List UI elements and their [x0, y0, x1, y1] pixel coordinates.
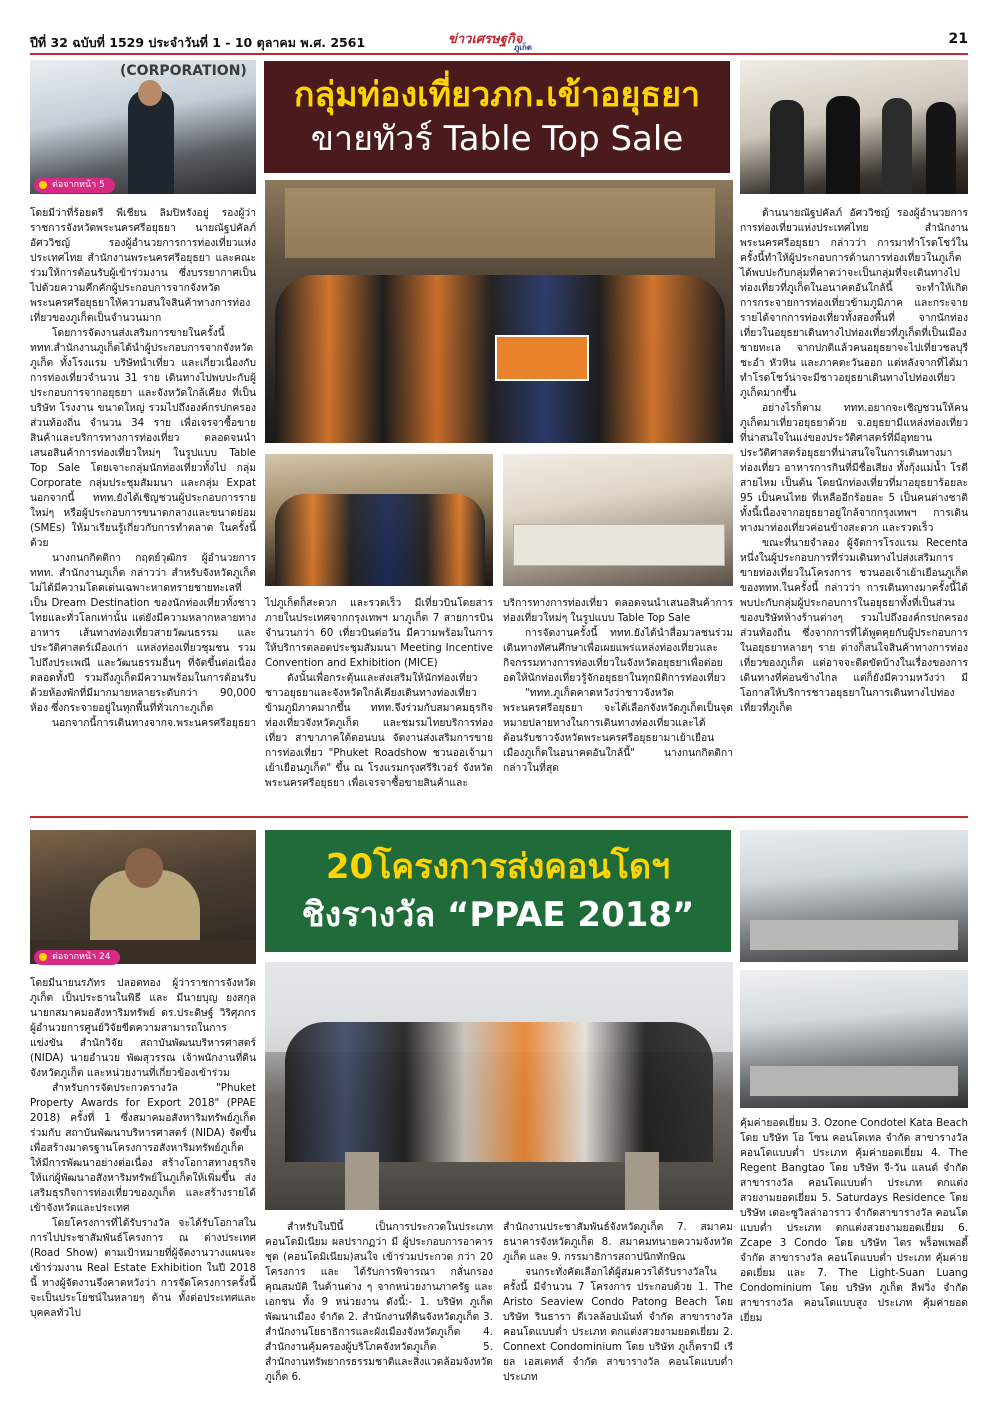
meeting-table — [750, 920, 958, 950]
person-figure — [770, 100, 804, 194]
person-figure — [926, 102, 956, 194]
story1-headline-line2: ขายทัวร์ Table Top Sale — [310, 119, 684, 159]
group-photo-main — [265, 180, 733, 443]
people-row — [275, 494, 485, 586]
masthead — [30, 30, 968, 52]
story1-col4 — [740, 206, 968, 716]
governor-photo — [30, 830, 256, 964]
paragraph: โดยการจัดงานส่งเสริมการขายในครั้งนี้ ททท.สำนักงานภูเก็ตได้นำผู้ประกอบการจากจังหวัดภูเก็ต ทั้งโรงแรม บริษัทนำเที่ยว และเกี่ยวเนื่องกับการท่องเที่ยวจำนวน 31 ราย เดินทางไปพบปะกับผู้ประกอบการจากอยุธยา และจังหวัดใกล้เคียง ที่เป็นบริษัท โรงงาน ขนาดใหญ่ รวมไปถึงองค์กรปกครองส่วนท้องถิ่น จำนวน 34 ราย เพื่อเจรจาซื้อขายสินค้าและบริการทางการท่องเที่ยว ตลอดจนนำเสนอสินค้าการท่องเที่ยวใหม่ๆ ในรูปแบบ Table Top Sale โดยเจาะกลุ่มนักท่องเที่ยวทั้งไป กลุ่ม Corporate กลุ่มประชุมสัมมนา และกลุ่ม Expat นอกจากนี้ ททท.ยังได้เชิญชวนผู้ประกอบการรายใหม่ๆ หรือผู้ประกอบการขนาดกลางและขนาดย่อม (SMEs) ให้มาเรียนรู้เกี่ยวกับการทำตลาด ในครั้งนี้ด้วย — [30, 327, 256, 549]
paragraph: สำนักงานประชาสัมพันธ์จังหวัดภูเก็ต 7. สมาคมธนาคารจังหวัดภูเก็ต 8. สมาคมทนายความจังหวัดภูเก็ต และ 9. กรรมาธิการสถาปนิกทักษิณ — [503, 1221, 733, 1263]
badge-dot-icon — [39, 181, 47, 189]
story2-headline-line2: ชิงรางวัล “PPAE 2018” — [301, 895, 695, 935]
story1-col1 — [30, 206, 256, 731]
paragraph: ด้านนายณัฐปคัลภ์ อัศววิชญ์ รองผู้อำนวยการการท่องเที่ยวแห่งประเทศไทย สำนักงานพระนครศรีอยุธยา กล่าวว่า การมาทำโรดโชว์ในครั้งนี้ทำให้ผู้ประกอบการด้านการท่องเที่ยวในภูเก็ตได้พบปะกับกลุ่มที่คาดว่าจะเป็นกลุ่มที่จะเดินทางไปท่องเที่ยวที่ภูเก็ตในอนาคตอันใกล้นี้ จะทำให้เกิดการกระจายการท่องเที่ยวข้ามภูมิภาค และกระจายรายได้จากการท่องเที่ยวทั้งสองพื้นที่ จากนักท่องเที่ยวในอยุธยาเดินทางไปท่องเที่ยวที่ภูเก็ตที่เป็นเมืองชายทะเล จากปกติแล้วคนอยุธยาจะไปเที่ยวชลบุรี ชะอำ หัวหิน และภาคตะวันออก แต่หลังจากที่ได้มาทำโรดโชว์น่าจะมีชาวอยุธยาเดินทางไปท่องเที่ยวภูเก็ตมากขึ้น — [740, 207, 968, 399]
logo-text: ข่าวเศรษฐกิจ — [448, 32, 523, 47]
story2-col3 — [503, 1220, 733, 1385]
award-group-photo — [265, 962, 733, 1210]
paragraph: โดยมีนายนรภัทร ปลอดทอง ผู้ว่าราชการจังหวัดภูเก็ต เป็นประธานในพิธี และ มีนายบุญ ยงสกุล นายกสมาคมอสังหาริมทรัพย์ ดร.ประดิษฐ์ วิริศุภกร ผู้อำนวยการศูนย์วิจัยขีดความสามารถในการแข่งขัน สำนักวิจัย สถาบันพัฒนบริหารศาสตร์ (NIDA) นายอำนวย พัฒสุวรรณ เจ้าพนักงานที่ดินจังหวัดภูเก็ต และหน่วยงานที่เกี่ยวข้องเข้าร่วม — [30, 977, 256, 1079]
handover-photo — [265, 454, 493, 586]
photo-banner-text: (CORPORATION) — [120, 63, 247, 79]
paragraph: สำหรับการจัดประกวดรางวัล "Phuket Property Awards for Export 2018" (PPAE 2018) ครั้งที่ 1 ซึ่งสมาคมอสังหาริมทรัพย์ภูเก็ต ร่วมกับ สถาบันพัฒนาบริหารศาสตร์ (NIDA) จัดขึ้น เพื่อสร้างมาตรฐานโครงการอสังหาริมทรัพย์ภูเก็ต ให้มีการพัฒนาอย่างต่อเนื่อง สร้างโอกาสทางธุรกิจให้แก่ผู้พัฒนาอสังหาริมทรัพย์ในภูเก็ตให้เพิ่มขึ้น ส่งเสริมธุรกิจการท่องเที่ยวของภูเก็ต และสร้างรายได้เข้าจังหวัดและประเทศ — [30, 1082, 256, 1214]
story2-col4 — [740, 1116, 968, 1326]
continued-badge[interactable]: ต่อจากหน้า 24 — [34, 950, 120, 965]
page-number: 21 — [948, 31, 968, 47]
backdrop-banner — [285, 188, 715, 258]
paragraph: โดยมีว่าที่ร้อยตรี พีเชียน ลิมปิหรังอยู่ รองผู้ว่าราชการจังหวัดพระนครศรีอยุธยา นายณัฐปคัลภ์ อัศววิชญ์ รองผู้อำนวยการการท่องเที่ยวแห่งประเทศไทย สำนักงานพระนครศรีอยุธยา และคณะร่วมให้การต้อนรับผู้เข้าร่วมงาน ซึ่งบรรยากาศเป็นไปด้วยความคึกคักผู้ประกอบการจากจังหวัดพระนครศรีอยุธยาให้ความสนใจสินค้าทางการท่องเที่ยวของภูเก็ตเป็นจำนวนมาก — [30, 207, 256, 324]
section-divider — [30, 816, 968, 818]
paragraph: จนกระทั่งคัดเลือกได้ผู้สมควรได้รับรางวัลในครั้งนี้ มีจำนวน 7 โครงการ ประกอบด้วย 1. The Aristo Seaview Condo Patong Beach โดย บริษัท รินธารา ดีเวลล้อปเม้นท์ จำกัด สาขารางวัล คอนโดแบบต่ำ ประเภท ตกแต่งสวยงามยอดเยี่ยม 2. Connext Condominium โดย บริษัท ภูเก็ตรามี เรียล เอสเตทส์ จำกัด สาขารางวัล คอนโดแบบต่ำ ประเภท — [503, 1266, 733, 1383]
story2-col2 — [265, 1220, 493, 1385]
logo-sub: ภูเก็ต — [513, 43, 532, 52]
table-top-sale-photo — [503, 454, 733, 586]
paragraph: ขณะที่นายจำลอง ผู้จัดการโรงแรม Recenta หนึ่งในผู้ประกอบการที่ร่วมเดินทางไปส่งเสริมการขายท่องเที่ยวในโครงการ ชวนออเจ้าเย้าเยือนภูเก็ต ของททท.ในครั้งนี้ กล่าวว่า การเดินทางมาครั้งนี้ได้พบปะกับกลุ่มผู้ประกอบการในอยุธยาทั้งที่เป็นส่วนของบริษัทห้างร้านต่างๆ รวมไปถึงองค์กรปกครองส่วนท้องถิ่น ซึ่งจากการที่ได้พูดคุยกับผู้ประกอบการในอยุธยาหลายๆ ราย ต่างก็สนใจสินค้าทางการท่องเที่ยวของภูเก็ต แต่อาจจะติดขัดบ้างในเรื่องของการเดินทางที่ค่อนข้างไกล แต่ก็ยังมีความหวังว่า มีโอกาสให้บริการชาวอยุธยาในการเดินทางไปท่องเที่ยวที่ภูเก็ต — [740, 537, 968, 714]
people-row — [285, 1022, 713, 1162]
pillar — [345, 1152, 379, 1210]
story1-headline — [264, 61, 730, 173]
paragraph: อย่างไรก็ตาม ททท.อยากจะเชิญชวนให้คนภูเก็ตมาเที่ยวอยุธยาด้วย จ.อยุธยามีแหล่งท่องเที่ยวที่น่าสนใจในแง่ของประวัติศาสตร์ที่มีอุทยานประวัติศาสตร์อยุธยาที่น่าสนใจในการเดินทางมาท่องเที่ยว อาหารการกินที่มีชื่อเสียง ทั้งกุ้งแม่น้ำ โรตีสายไหม เป็นต้น โดยนักท่องเที่ยวที่มาอยุธยาร้อยละ 95 เป็นคนไทย ที่เหลืออีกร้อยละ 5 เป็นคนต่างชาติ ทั้งนี้เนื่องจากอยุธยาอยู่ใกล้จากกรุงเทพฯ การเดินทางมาท่องเที่ยวค่อนข้างสะดวก และรวดเร็ว — [740, 402, 968, 534]
person-figure — [882, 98, 912, 194]
paragraph: ไปภูเก็ตก็สะดวก และรวดเร็ว มีเที่ยวบินโดยสารภายในประเทศจากกรุงเทพฯ มาภูเก็ต 7 สายการบิน จำนวนกว่า 60 เที่ยวบินต่อวัน มีความพร้อมในการให้บริการตลอดประชุมสัมมนา Meeting Incentive Convention and Exhibition (MICE) — [265, 597, 493, 669]
paragraph: บริการทางการท่องเที่ยว ตลอดจนนำเสนอสินค้าการท่องเที่ยวใหม่ๆ ในรูปแบบ Table Top Sale — [503, 597, 733, 624]
paragraph: การจัดงานครั้งนี้ ททท.ยังได้นำสื่อมวลชนร่วมเดินทางทัศนศึกษาเพื่อเผยแพร่แหล่งท่องเที่ยวและกิจกรรมทางการท่องเที่ยวในจังหวัดอยุธยาเพื่อต่อยอดให้นักท่องเที่ยวรู้จักอยุธยาในทุกมิติการท่องเที่ยว — [503, 627, 733, 684]
story1-headline-line1: กลุ่มท่องเที่ยวภก.เข้าอยุธยา — [293, 75, 701, 115]
story2-headline-line1: 20โครงการส่งคอนโดฯ — [325, 847, 671, 887]
paragraph: นางกนกกิตติกา กฤตย์วุฒิกร ผู้อำนวยการ ททท. สำนักงานภูเก็ต กล่าวว่า สำหรับจังหวัดภูเก็ตไม่ได้มีความโดดเด่นเฉพาะหาดทรายชายทะเลที่เป็น Dream Destination ของนักท่องเที่ยวทั้งชาวไทยและทั่วโลกเท่านั้น แต่ยังมีความหลากหลายทางอาหาร เส้นทางท่องเที่ยวสายวัฒนธรรม และประวัติศาสตร์เมืองเก่า แหล่งท่องเที่ยวชุมชน รวมไปถึงประเพณี และวัฒนธรรมอื่นๆ ที่จัดขึ้นต่อเนื่องตลอดทั้งปี รวมถึงภูเก็ตมีความพร้อมในการต้อนรับด้วยห้องพักที่มีมากมายหลายระดับกว่า 90,000 ห้อง ซึ่งกระจายอยู่ในทุกพื้นที่ทั่วเกาะภูเก็ต — [30, 552, 256, 714]
speaker-head — [138, 80, 162, 106]
paragraph: สำหรับในปีนี้ เป็นการประกวดในประเภทคอนโดมิเนียม ผลปรากฏว่า มี ผู้ประกอบการอาคารชุด (คอนโดมิเนียม)สนใจ เข้าร่วมประกวด กว่า 20 โครงการ และ ได้รับการพิจารณา กลั่นกรองคุณสมบัติ ในด้านต่าง ๆ จากหน่วยงานภาครัฐ และเอกชน ทั้ง 9 หน่วยงาน ดังนี้:- 1. บริษัท ภูเก็ตพัฒนาเมือง จำกัด 2. สำนักงานที่ดินจังหวัดภูเก็ต 3. สำนักงานโยธาธิการและผังเมืองจังหวัดภูเก็ต 4. สำนักงานคุ้มครองผู้บริโภคจังหวัดภูเก็ต 5. สำนักงานทรัพยากรธรรมชาติและสิ่งแวดล้อมจังหวัดภูเก็ต 6. — [265, 1221, 493, 1383]
paragraph: ดังนั้นเพื่อกระตุ้นและส่งเสริมให้นักท่องเที่ยวชาวอยุธยาและจังหวัดใกล้เคียงเดินทางท่องเที่ยวข้ามภูมิภาคมากขึ้น ททท.จึงร่วมกับสมาคมธุรกิจท่องเที่ยวจังหวัดภูเก็ต และชมรมไทยบริการท่องเที่ยว สาขาภาคใต้ตอนบน จัดงานส่งเสริมการขายการท่องเที่ยว "Phuket Roadshow ชวนออเจ้ามาเย้าเยือนภูเก็ต" ขึ้น ณ โรงแรมกรุงศรีริเวอร์ จังหวัดพระนครศรีอยุธยา เพื่อเจรจาซื้อขายสินค้าและ — [265, 672, 493, 789]
masthead-rule — [30, 53, 968, 55]
paragraph: โดยโครงการที่ได้รับรางวัล จะได้รับโอกาสในการไปประชาสัมพันธ์โครงการ ณ ต่างประเทศ (Road Show) ตามเป้าหมายที่ผู้จัดงานวางแผนจะเข้าร่วมงาน Real Estate Exhibition ในปี 2018 นี้ ทางผู้จัดงานจึงคาดหวังว่า การจัดโครงการครั้งนี้จะเป็นประโยชน์ในหลายๆ ด้าน ทั้งต่อประเทศและบุคคลทั่วไป — [30, 1217, 256, 1319]
paragraph: นอกจากนี้การเดินทางจากจ.พระนครศรีอยุธยา — [52, 717, 256, 729]
story2-headline — [265, 830, 731, 952]
story2-col1 — [30, 976, 256, 1321]
meeting-photo-1 — [740, 830, 968, 962]
issue-line: ปีที่ 32 ฉบับที่ 1529 ประจำวันที่ 1 - 10 ตุลาคม พ.ศ. 2561 — [30, 35, 366, 50]
meeting-photo-2 — [740, 970, 968, 1108]
story1-col2 — [265, 596, 493, 791]
paragraph: คุ้มค่ายอดเยี่ยม 3. Ozone Condotel Kata Beach โดย บริษัท โอ โซน คอนโดเทล จำกัด สาขารางวัล คอนโดแบบต่ำ ประเภท คุ้มค่ายอดเยี่ยม 4. The Regent Bangtao โดย บริษัท จี-วัน แลนด์ จำกัด สาขารางวัล คอนโดแบบต่ำ ประเภท ตกแต่งสวยงามยอดเยี่ยม 5. Saturdays Residence โดย บริษัท เดอะซูวิลล่าอาราว จำกัดสาขารางวัล คอนโดแบบต่ำ ประเภท ตกแต่งสวยงามยอดเยี่ยม 6. Zcape 3 Condo โดย บริษัท ไตร พร็อพเพอตี้ จำกัด สาขารางวัล คอนโดแบบต่ำ ประเภท คุ้มค่ายอดเยี่ยม และ 7. The Light-Suan Luang Condominium โดย บริษัท ภูเก็ต ลีฟวิ่ง จำกัด สาขารางวัล คอนโดแบบสูง ประเภท คุ้มค่ายอดเยี่ยม — [740, 1117, 968, 1324]
continued-badge[interactable]: ต่อจากหน้า 5 — [34, 178, 115, 193]
presentation-photo-right — [740, 60, 968, 194]
logo — [448, 28, 534, 52]
story1-col3 — [503, 596, 733, 776]
award-card — [495, 335, 589, 381]
person-figure — [826, 96, 860, 194]
meeting-table — [750, 1066, 958, 1096]
governor-head — [125, 848, 163, 888]
speaker-photo — [30, 60, 256, 194]
badge-dot-icon — [39, 953, 47, 961]
pillar — [625, 1152, 659, 1210]
paragraph: "ททท.ภูเก็ตคาดหวังว่าชาวจังหวัดพระนครศรีอยุธยา จะได้เลือกจังหวัดภูเก็ตเป็นจุดหมายปลายทางในการเดินทางท่องเที่ยวและได้ต้อนรับชาวจังหวัดพระนครศรีอยุธยามาเย้าเยือนเมืองภูเก็ตในอนาคตอันใกล้นี้" นางกนกกิตติกา กล่าวในที่สุด — [503, 687, 733, 774]
tables-row — [513, 524, 725, 566]
